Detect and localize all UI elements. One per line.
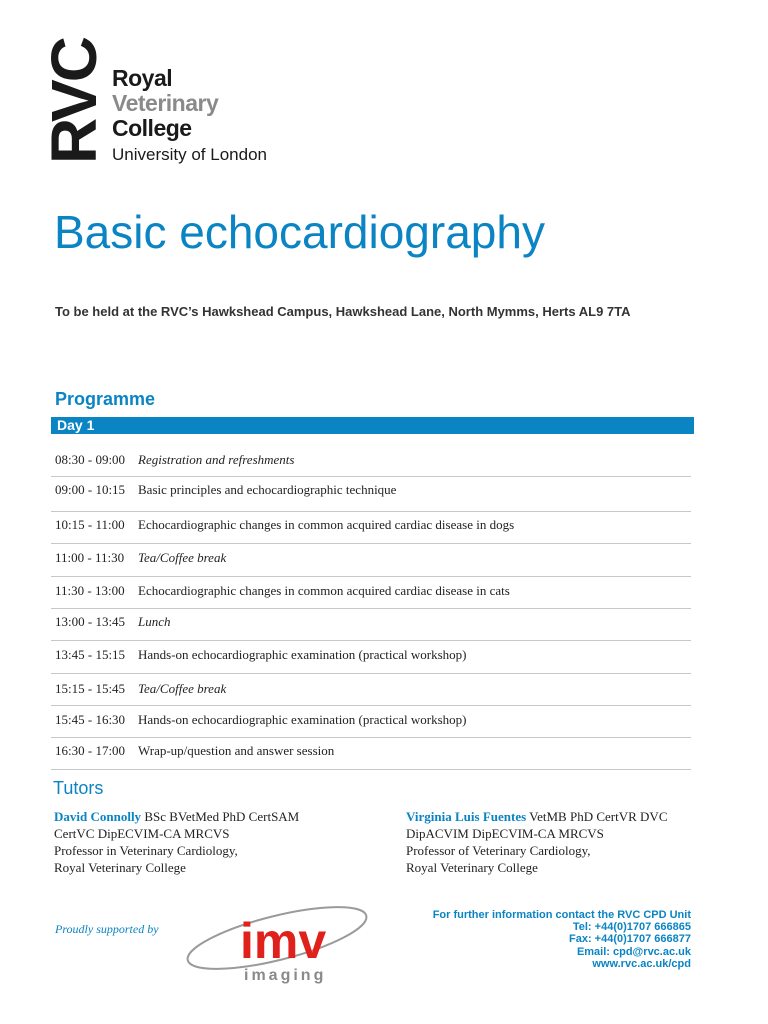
- sponsor-text: Proudly supported by: [55, 922, 159, 936]
- schedule-table: [51, 440, 691, 770]
- tutor-name-line: [54, 808, 374, 825]
- tutor-institution: Royal Veterinary College: [54, 860, 186, 875]
- tutor-name-line: [406, 808, 726, 825]
- schedule-time: 15:15 - 15:45: [55, 681, 126, 696]
- programme-heading: Programme: [55, 389, 156, 409]
- contact-email[interactable]: Email: cpd@rvc.ac.uk: [576, 945, 691, 958]
- contact-intro: For further information contact the RVC CPD Unit: [432, 909, 691, 921]
- logo-text-college: College: [112, 115, 192, 141]
- schedule-time: 10:15 - 11:00: [55, 517, 125, 532]
- tutor-qualifications: BSc BVetMed PhD CertSAM: [141, 809, 300, 824]
- schedule-row: [51, 609, 691, 641]
- tutor-role: Professor of Veterinary Cardiology,: [406, 843, 591, 858]
- schedule-time: 08:30 - 09:00: [55, 452, 126, 467]
- schedule-activity: Hands-on echocardiographic examination (practical workshop): [138, 712, 467, 727]
- schedule-time: 11:30 - 13:00: [55, 583, 125, 598]
- schedule-activity: Hands-on echocardiographic examination (practical workshop): [138, 647, 467, 662]
- contact-tel: Tel: +44(0)1707 666865: [572, 921, 691, 934]
- tutor-qualifications-cont: DipACVIM DipECVIM-CA MRCVS: [406, 826, 604, 841]
- contact-block: [400, 909, 691, 970]
- schedule-row: [51, 641, 691, 674]
- schedule-activity: Wrap-up/question and answer session: [138, 743, 335, 758]
- schedule-activity: Registration and refreshments: [138, 452, 295, 467]
- imv-logo-subtext: imaging: [244, 967, 327, 984]
- tutor-name: Virginia Luis Fuentes: [406, 809, 527, 824]
- logo-text-veterinary: Veterinary: [112, 90, 219, 116]
- schedule-activity: Lunch: [138, 614, 171, 629]
- schedule-time: 15:45 - 16:30: [55, 712, 126, 727]
- schedule-row: [51, 477, 691, 512]
- schedule-time: 11:00 - 11:30: [55, 550, 125, 565]
- contact-website[interactable]: www.rvc.ac.uk/cpd: [592, 957, 691, 970]
- tutor-card: [406, 808, 726, 876]
- schedule-activity: Tea/Coffee break: [138, 550, 227, 565]
- tutor-qualifications: VetMB PhD CertVR DVC: [526, 809, 668, 824]
- schedule-row: [51, 440, 691, 477]
- tutor-institution: Royal Veterinary College: [406, 860, 538, 875]
- schedule-row: [51, 706, 691, 738]
- contact-fax: Fax: +44(0)1707 666877: [568, 933, 691, 946]
- schedule-activity: Echocardiographic changes in common acquired cardiac disease in cats: [138, 583, 510, 598]
- schedule-activity: Basic principles and echocardiographic technique: [138, 482, 397, 497]
- venue-text: To be held at the RVC’s Hawkshead Campus, Hawkshead Lane, North Mymms, Herts AL9 7TA: [55, 304, 631, 319]
- rvc-logo: [34, 34, 284, 174]
- rvc-logo-mark: RVC: [38, 39, 110, 164]
- imv-logo-text: imv: [240, 913, 327, 969]
- page-title: Basic echocardiography: [54, 206, 545, 258]
- schedule-row: [51, 674, 691, 706]
- schedule-activity: Tea/Coffee break: [138, 681, 227, 696]
- schedule-time: 16:30 - 17:00: [55, 743, 126, 758]
- schedule-row: [51, 577, 691, 609]
- schedule-time: 09:00 - 10:15: [55, 482, 126, 497]
- schedule-row: [51, 544, 691, 577]
- schedule-row: [51, 512, 691, 544]
- imv-imaging-logo: [182, 896, 372, 986]
- tutors-heading: Tutors: [53, 778, 104, 798]
- day-header-bar: [51, 417, 694, 434]
- logo-text-royal: Royal: [112, 65, 173, 91]
- tutor-qualifications-cont: CertVC DipECVIM-CA MRCVS: [54, 826, 230, 841]
- tutor-role: Professor in Veterinary Cardiology,: [54, 843, 238, 858]
- schedule-time: 13:45 - 15:15: [55, 647, 126, 662]
- schedule-time: 13:00 - 13:45: [55, 614, 126, 629]
- tutor-name: David Connolly: [54, 809, 142, 824]
- tutor-card: [54, 808, 374, 876]
- logo-text-university: University of London: [112, 145, 267, 164]
- schedule-activity: Echocardiographic changes in common acquired cardiac disease in dogs: [138, 517, 515, 532]
- day-label: Day 1: [57, 417, 95, 433]
- schedule-row: [51, 738, 691, 770]
